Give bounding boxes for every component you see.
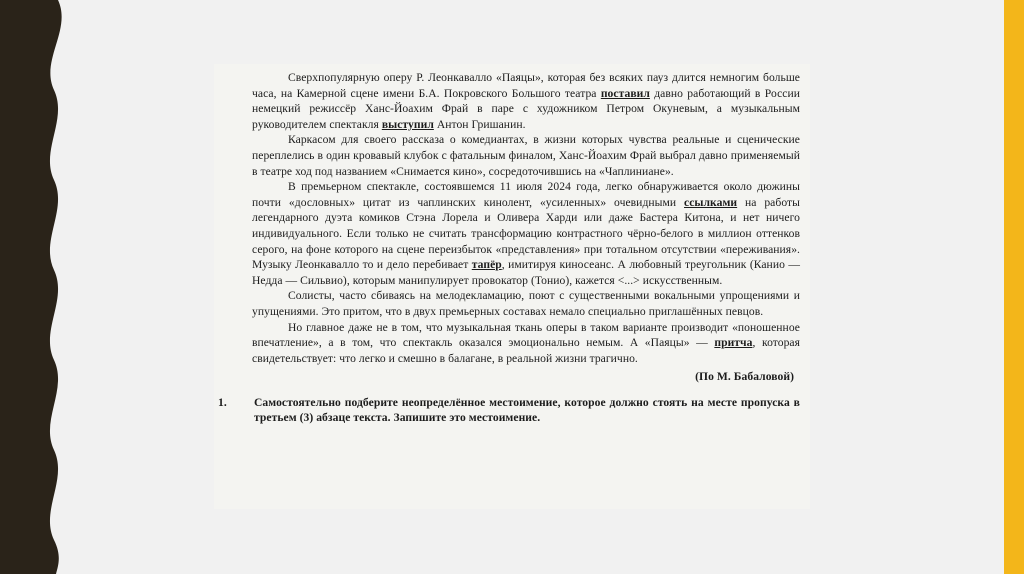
question-number: 1. [218, 395, 227, 409]
right-accent-bar [1004, 0, 1024, 574]
left-wave-decoration [0, 0, 80, 574]
text-segment: Но главное даже не в том, что музыкальная ткань оперы в таком варианте производит «поношенное впечатление», а в том, что спектакль оказался эмоционально немым. А «Паяцы» — [252, 320, 800, 350]
text-segment: В премьерном спектакле, состоявшемся 11 июля 2024 года, легко обнаруживается около дюжины почти «дословных» цитат из чаплинских кинолент, «усиленных» очевидными [252, 180, 800, 209]
author-attribution: (По М. Бабаловой) [695, 370, 794, 384]
underlined-word: выступил [381, 117, 434, 131]
paragraph-4 [252, 288, 800, 319]
text-segment: на работы легендарного дуэта комиков Стэна Лорела и Оливера Харди или даже Бастера Китона, и нет ничего индивидуального. Если только не считать трансформацию контрастного чёрно-белого в миллион оттенков серого, на фоне которого на сцене переизбыток «представления» при тотальном отсутствии «переживания». Музыку Леонкавалло то и дело перебивает [252, 195, 800, 272]
text-segment: давно работающий в России немецкий режиссёр Ханс-Йоахим Фрай в паре с художником Петром Окуневым, а музыкальным руководителем спектакля [252, 86, 801, 131]
text-segment: Солисты, часто сбиваясь на мелодекламацию, поют с существенными вокальными упрощениями и упущениями. Это притом, что в двух премьерных составах немало специально приглашённых певцов. [252, 289, 800, 318]
paragraph-1 [252, 70, 800, 132]
underlined-word: ссылками [684, 195, 738, 209]
underlined-word: притча [714, 336, 753, 350]
text-segment: Сверхпопулярную оперу Р. Леонкавалло «Паяцы», которая без всяких пауз длится немногим больше часа, на Камерной сцене имени Б.А. Покровского Большого театра [252, 71, 800, 100]
underlined-word: тапёр [471, 258, 502, 272]
text-segment: Антон Гришанин. [433, 117, 526, 131]
paragraph-3 [252, 179, 800, 288]
scanned-text-page [214, 64, 810, 509]
text-segment: , которая свидетельствует: что легко и смешно в балагане, в реальной жизни трагично. [252, 336, 801, 365]
paragraph-2 [252, 132, 800, 179]
paragraph-5 [252, 320, 800, 367]
underlined-word: поставил [600, 86, 650, 100]
question-block [218, 395, 800, 426]
text-segment: Каркасом для своего рассказа о комедиантах, в жизни которых чувства реальные и сценические переплелись в один кровавый клубок с фатальным финалом, Ханс-Йоахим Фрай выбрал давно применяемый в театре ход под названием «Снимается кино», сосредоточившись на «Чаплиниане». [252, 133, 800, 178]
question-text: Самостоятельно подберите неопределённое местоимение, которое должно стоять на месте пропуска в третьем (3) абзаце текста. Запишите это местоимение. [254, 395, 800, 425]
text-segment: , имитируя киносеанс. А любовный треугольник (Канио — Недда — Сильвио), которым манипулирует провокатор (Тонио), кажется <...> искусственным. [252, 258, 800, 287]
